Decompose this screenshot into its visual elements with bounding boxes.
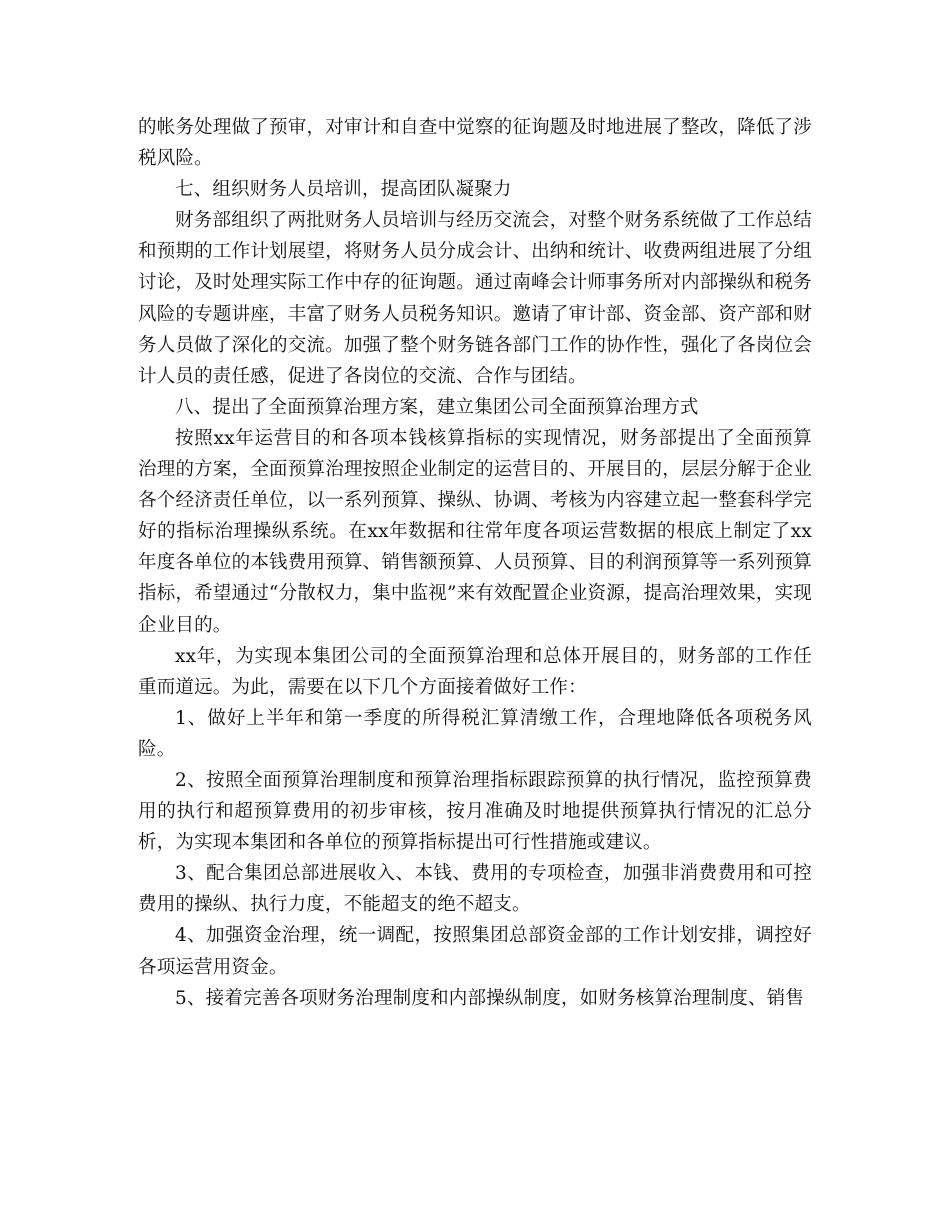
- document-page: [138, 112, 812, 1014]
- paragraph-outlook: xx年，为实现本集团公司的全面预算治理和总体开展目的，财务部的工作任重而道远。为此，需要在以下几个方面接着做好工作：: [138, 645, 812, 698]
- list-item-2: 2、按照全面预算治理制度和预算治理指标跟踪预算的执行情况，监控预算费用的执行和超预算费用的初步审核，按月准确及时地提供预算执行情况的汇总分析，为实现本集团和各单位的预算指标提出可行性措施或建议。: [138, 769, 812, 854]
- list-item-4: 4、加强资金治理，统一调配，按照集团总部资金部的工作计划安排，调控好各项运营用资金。: [138, 925, 812, 978]
- section-heading-8: 八、提出了全面预算治理方案，建立集团公司全面预算治理方式: [175, 396, 699, 418]
- paragraph-continuation: 的帐务处理做了预审，对审计和自查中觉察的征询题及时地进展了整改，降低了涉税风险。: [138, 117, 812, 170]
- paragraph-budget-plan: 按照xx年运营目的和各项本钱核算指标的实现情况，财务部提出了全面预算治理的方案，全面预算治理按照企业制定的运营目的、开展目的，层层分解于企业各个经济责任单位，以一系列预算、操纵、协调、考核为内容建立起一整套科学完好的指标治理操纵系统。在xx年数据和往常年度各项运营数据的根底上制定了xx年度各单位的本钱费用预算、销售额预算、人员预算、目的利润预算等一系列预算指标，希望通过“分散权力，集中监视”来有效配置企业资源，提高治理效果，实现企业目的。: [138, 427, 812, 636]
- section-heading-7: 七、组织财务人员培训，提高团队凝聚力: [175, 179, 512, 201]
- list-item-3: 3、配合集团总部进展收入、本钱、费用的专项检查，加强非消费费用和可控费用的操纵、执行力度，不能超支的绝不超支。: [138, 863, 812, 916]
- paragraph-training: 财务部组织了两批财务人员培训与经历交流会，对整个财务系统做了工作总结和预期的工作计划展望，将财务人员分成会计、出纳和统计、收费两组进展了分组讨论，及时处理实际工作中存的征询题。通过南峰会计师事务所对内部操纵和税务风险的专题讲座，丰富了财务人员税务知识。邀请了审计部、资金部、资产部和财务人员做了深化的交流。加强了整个财务链各部门工作的协作性，强化了各岗位会计人员的责任感，促进了各岗位的交流、合作与团结。: [138, 210, 812, 387]
- list-item-5: 5、接着完善各项财务治理制度和内部操纵制度，如财务核算治理制度、销售: [175, 987, 805, 1009]
- list-item-1: 1、做好上半年和第一季度的所得税汇算清缴工作，合理地降低各项税务风险。: [138, 707, 812, 760]
